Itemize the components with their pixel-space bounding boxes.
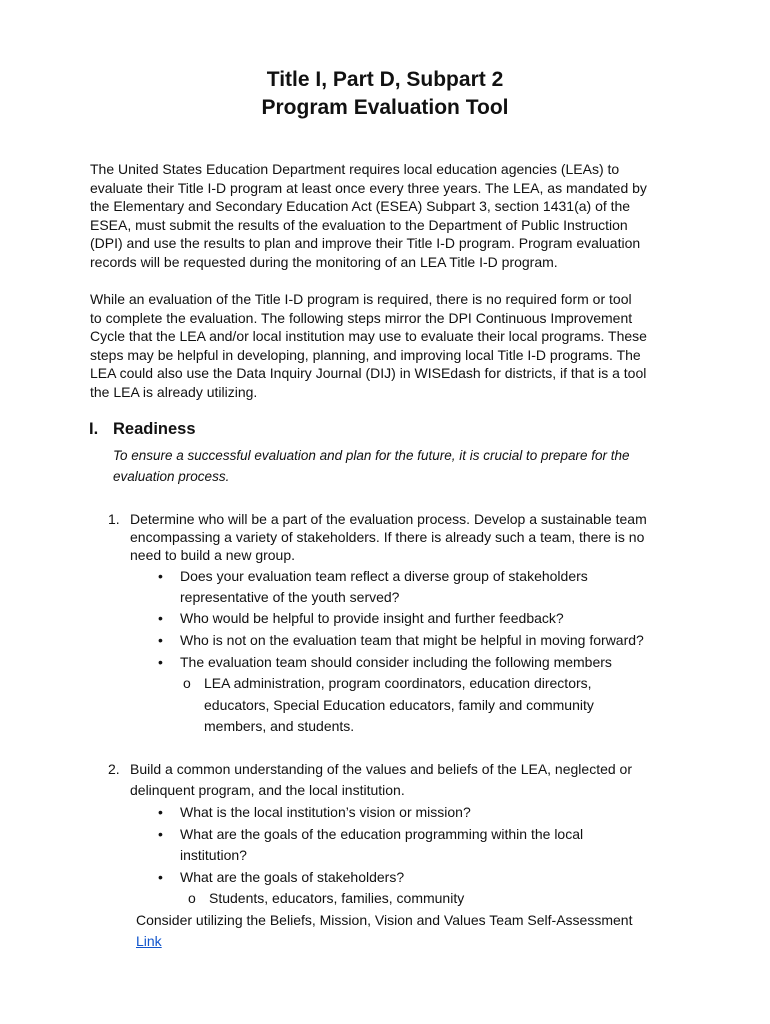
- bullet-marker: •: [158, 826, 163, 842]
- sub-bullet-line: members, and students.: [204, 718, 355, 734]
- paragraph-line: the Elementary and Secondary Education Act (ESEA) Subpart 3, section 1431(a) of the: [90, 198, 631, 215]
- paragraph-line: LEA could also use the Data Inquiry Journal (DIJ) in WISEdash for districts, if that is a tool: [90, 365, 647, 382]
- sub-bullet-line: educators, Special Education educators, family and community: [204, 697, 594, 713]
- bullet-line: What are the goals of the education programming within the local: [180, 826, 584, 842]
- bullet-marker: •: [158, 804, 163, 820]
- bullet-line: The evaluation team should consider including the following members: [180, 654, 612, 670]
- sub-bullet-marker: o: [188, 890, 196, 906]
- bullet-line: What are the goals of stakeholders?: [180, 869, 405, 885]
- list-number: 2.: [108, 761, 120, 777]
- title-line-2: Program Evaluation Tool: [261, 96, 509, 119]
- bullet-line: What is the local institution’s vision or mission?: [180, 804, 471, 820]
- bullet-marker: •: [158, 632, 163, 648]
- bullet-marker: •: [158, 568, 163, 584]
- bullet-line: Does your evaluation team reflect a diverse group of stakeholders: [180, 568, 588, 584]
- paragraph-line: steps may be helpful in developing, planning, and improving local Title I-D programs. The: [90, 346, 641, 363]
- paragraph-line: Cycle that the LEA and/or local institution may use to evaluate their local programs. These: [90, 328, 647, 345]
- paragraph-line: ESEA, must submit the results of the evaluation to the Department of Public Instruction: [90, 216, 628, 233]
- paragraph-line: While an evaluation of the Title I-D program is required, there is no required form or tool: [90, 291, 632, 307]
- bullet-marker: •: [158, 869, 163, 885]
- item-line: delinquent program, and the local institution.: [130, 782, 405, 798]
- paragraph-line: records will be requested during the monitoring of an LEA Title I-D program.: [90, 254, 558, 270]
- list-number: 1.: [108, 511, 120, 527]
- bullet-line: Who would be helpful to provide insight and further feedback?: [180, 610, 564, 626]
- sub-bullet-marker: o: [183, 675, 191, 691]
- item-line: Build a common understanding of the values and beliefs of the LEA, neglected or: [130, 761, 632, 777]
- paragraph-line: evaluate their Title I-D program at least once every three years. The LEA, as mandated by: [90, 179, 647, 196]
- bullet-line: representative of the youth served?: [180, 589, 400, 605]
- bullet-line: institution?: [180, 847, 247, 863]
- assessment-link-row: [136, 932, 162, 950]
- paragraph-line: to complete the evaluation. The following steps mirror the DPI Continuous Improvement: [90, 309, 633, 326]
- section-note-line: To ensure a successful evaluation and plan for the future, it is crucial to prepare for the: [113, 448, 630, 463]
- self-assessment-link[interactable]: Link: [136, 933, 162, 949]
- paragraph-line: the LEA is already utilizing.: [90, 384, 258, 400]
- sub-bullet-line: Students, educators, families, community: [209, 890, 465, 906]
- assessment-note: Consider utilizing the Beliefs, Mission, Vision and Values Team Self-Assessment: [136, 912, 633, 928]
- section-heading-readiness: [89, 420, 196, 439]
- paragraph-line: (DPI) and use the results to plan and improve their Title I-D program. Program evaluation: [90, 235, 641, 252]
- section-number: I.: [89, 420, 99, 438]
- item-line: need to build a new group.: [130, 547, 296, 563]
- paragraph-line: The United States Education Department requires local education agencies (LEAs) to: [90, 161, 620, 177]
- bullet-marker: •: [158, 610, 163, 626]
- bullet-line: Who is not on the evaluation team that might be helpful in moving forward?: [180, 632, 644, 648]
- section-note-line: evaluation process.: [113, 469, 230, 484]
- section-title: Readiness: [113, 420, 196, 438]
- item-line: encompassing a variety of stakeholders. If there is already such a team, there is no: [130, 529, 645, 545]
- bullet-marker: •: [158, 654, 163, 670]
- item-line: Determine who will be a part of the evaluation process. Develop a sustainable team: [130, 511, 647, 527]
- sub-bullet-line: LEA administration, program coordinators, education directors,: [204, 675, 592, 691]
- title-line-1: Title I, Part D, Subpart 2: [266, 68, 504, 91]
